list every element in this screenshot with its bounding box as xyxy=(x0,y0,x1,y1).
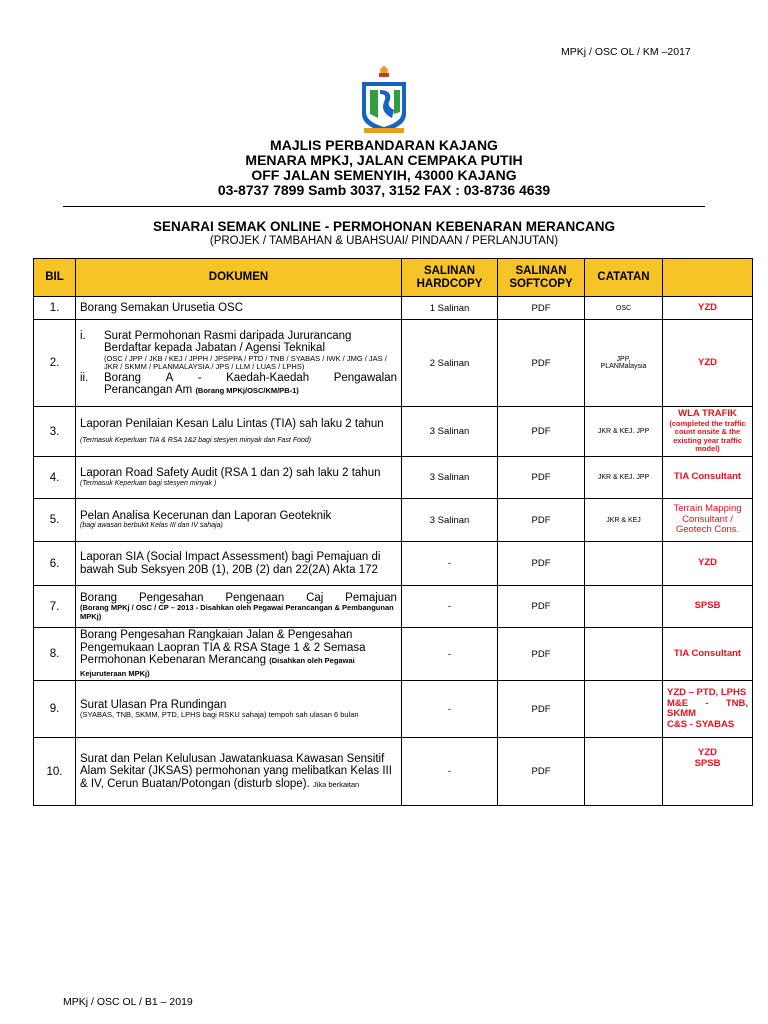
table-row xyxy=(34,407,753,457)
document-name xyxy=(76,499,402,542)
catatan-value xyxy=(585,542,663,586)
hardcopy-value: - xyxy=(402,542,498,586)
catatan-value xyxy=(585,320,663,407)
council-name: MAJLIS PERBANDARAN KAJANG xyxy=(270,137,498,153)
softcopy-value: PDF xyxy=(498,586,585,628)
document-subtitle: (PROJEK / TAMBAHAN & UBAHSUAI/ PINDAAN / PERLANJUTAN) xyxy=(209,235,559,247)
document-note: Jika berkaitan xyxy=(312,779,360,789)
catatan-line: JPP, xyxy=(616,356,631,363)
softcopy-value: PDF xyxy=(498,738,585,806)
document-name xyxy=(76,586,402,628)
checklist-table xyxy=(33,258,753,806)
header-dokumen: DOKUMEN xyxy=(76,259,402,297)
softcopy-value: PDF xyxy=(498,457,585,499)
header-bil: BIL xyxy=(34,259,76,297)
document-name: Laporan SIA (Social Impact Assessment) bagi Pemajuan di bawah Sub Seksyen 20B (1), 20B (2) dan 22(2A) Akta 172 xyxy=(76,542,402,586)
document-reference-bottom: MPKj / OSC OL / B1 – 2019 xyxy=(63,996,193,1008)
document-name: Borang Semakan Urusetia OSC xyxy=(76,297,402,320)
council-address-line-2: OFF JALAN SEMENYIH, 43000 KAJANG xyxy=(251,167,517,183)
responsible-note xyxy=(663,407,753,457)
hardcopy-value: 3 Salinan xyxy=(402,407,498,457)
catatan-value: JKR & KEJ. JPP xyxy=(585,457,663,499)
row-number: 3. xyxy=(34,407,76,457)
table-row xyxy=(34,320,753,407)
responsible-note: Terrain Mapping Consultant / Geotech Cons. xyxy=(663,499,753,542)
form-reference: (Borang MPKj/OSC/KM/PB-1) xyxy=(195,386,299,395)
word: A xyxy=(165,371,174,384)
softcopy-value: PDF xyxy=(498,297,585,320)
responsible-note: YZD xyxy=(663,320,753,407)
table-row xyxy=(34,542,753,586)
header-hardcopy: SALINAN HARDCOPY xyxy=(402,259,498,297)
document-note: (Disahkan oleh Pegawai Kejuruteraan MPKj) xyxy=(80,656,355,678)
row-number: 7. xyxy=(34,586,76,628)
council-contact: 03-8737 7899 Samb 3037, 3152 FAX : 03-8736 4639 xyxy=(217,182,551,198)
header-divider xyxy=(63,206,705,207)
catatan-value xyxy=(585,586,663,628)
hardcopy-value: - xyxy=(402,681,498,738)
document-name xyxy=(76,628,402,681)
word: Pemajuan xyxy=(345,591,397,604)
table-row xyxy=(34,586,753,628)
hardcopy-value: 3 Salinan xyxy=(402,499,498,542)
word: M&E xyxy=(667,697,689,709)
mpkj-crest-logo xyxy=(356,62,412,136)
document-note: (bagi awasan berbukit Kelas III dan IV sahaja) xyxy=(80,522,223,529)
council-address-line-1: MENARA MPKJ, JALAN CEMPAKA PUTIH xyxy=(245,152,523,168)
document-note: (SYABAS, TNB, SKMM, PTD, LPHS bagi RSKU sahaja) tempoh sah ulasan 6 bulan xyxy=(80,710,359,719)
document-note: (Borang MPKj / OSC / CP – 2013 - Disahkan oleh Pegawai Perancangan & Pembangunan MPKj) xyxy=(80,603,394,621)
table-row xyxy=(34,457,753,499)
table-row xyxy=(34,681,753,738)
document-name xyxy=(76,407,402,457)
word: TNB, xyxy=(725,697,748,709)
row-number: 10. xyxy=(34,738,76,806)
document-name xyxy=(76,681,402,738)
row-number: 2. xyxy=(34,320,76,407)
document-text: Laporan Penilaian Kesan Lalu Lintas (TIA) sah laku 2 tahun xyxy=(80,417,384,430)
softcopy-value: PDF xyxy=(498,542,585,586)
document-note: (Termasuk Keperluan TIA & RSA 1&2 bagi stesyen minyak dan Fast Food) xyxy=(80,437,312,444)
item-marker: i. xyxy=(80,329,86,342)
catatan-value: OSC xyxy=(585,297,663,320)
item-text: Surat Permohonan Rasmi daripada Jururancang Berdaftar kepada Jabatan / Agensi Teknikal xyxy=(104,329,352,354)
row-number: 9. xyxy=(34,681,76,738)
document-text: Pelan Analisa Kecerunan dan Laporan Geoteknik xyxy=(80,509,332,522)
council-header xyxy=(0,138,768,198)
responsible-note xyxy=(663,738,753,806)
document-text: Surat dan Pelan Kelulusan Jawatankuasa Kawasan Sensitif Alam Sekitar (JKSAS) permohonan yang melibatkan Kelas III & IV, Cerun Buatan/Potongan (disturb slope). xyxy=(80,752,392,790)
catatan-value xyxy=(585,681,663,738)
softcopy-value: PDF xyxy=(498,407,585,457)
agency-list: (OSC / JPP / JKB / KEJ / JPPH / JPSPPA / PTD / TNB / SYABAS / IWK / JMG / JAS / JKR / SKMM / PLANMALAYSIA / JPS / LLM / LUAS / LPHS) xyxy=(104,353,387,371)
document-reference-top: MPKj / OSC OL / KM –2017 xyxy=(561,46,691,58)
table-header-row xyxy=(34,259,753,297)
document-text: Borang Pengesahan Rangkaian Jalan & Pengesahan Pengemukaan Laopran TIA & RSA Stage 1 & 2 Semasa Permohonan Kebenaran Merancang xyxy=(80,629,366,666)
item-text xyxy=(104,372,397,385)
note-line: SKMM xyxy=(667,708,697,719)
softcopy-value: PDF xyxy=(498,628,585,681)
hardcopy-value: 3 Salinan xyxy=(402,457,498,499)
note-line: (completed the traffic count onsite & the existing year traffic model) xyxy=(669,418,746,454)
softcopy-value: PDF xyxy=(498,681,585,738)
header-extra xyxy=(663,259,753,297)
note-line: SPSB xyxy=(694,757,721,769)
word: Pengenaan xyxy=(225,591,285,604)
catatan-value xyxy=(585,628,663,681)
row-number: 8. xyxy=(34,628,76,681)
word: - xyxy=(197,371,202,384)
row-number: 5. xyxy=(34,499,76,542)
header-catatan: CATATAN xyxy=(585,259,663,297)
hardcopy-value: 2 Salinan xyxy=(402,320,498,407)
hardcopy-value: - xyxy=(402,738,498,806)
document-note: (Termasuk Keperluan bagi stesyen minyak ) xyxy=(80,479,217,487)
document-text: Surat Ulasan Pra Rundingan xyxy=(80,698,227,711)
item-text-cont: Perancangan Am xyxy=(104,384,193,396)
header-softcopy: SALINAN SOFTCOPY xyxy=(498,259,585,297)
responsible-note: SPSB xyxy=(663,586,753,628)
word: Pengawalan xyxy=(333,371,397,384)
hardcopy-value: - xyxy=(402,586,498,628)
row-number: 6. xyxy=(34,542,76,586)
row-number: 4. xyxy=(34,457,76,499)
softcopy-value: PDF xyxy=(498,499,585,542)
word: Caj xyxy=(306,591,324,604)
word: - xyxy=(705,697,709,709)
softcopy-value: PDF xyxy=(498,320,585,407)
catatan-value xyxy=(585,738,663,806)
word: Borang xyxy=(104,371,142,384)
responsible-note: TIA Consultant xyxy=(663,457,753,499)
row-number: 1. xyxy=(34,297,76,320)
table-row xyxy=(34,738,753,806)
document-name xyxy=(76,457,402,499)
responsible-note: YZD xyxy=(663,297,753,320)
catatan-line: PLANMalaysia xyxy=(600,363,647,370)
word: Borang xyxy=(80,591,118,604)
document-title: SENARAI SEMAK ONLINE - PERMOHONAN KEBENARAN MERANCANG xyxy=(152,219,615,234)
catatan-value: JKR & KEJ. JPP xyxy=(585,407,663,457)
document-name xyxy=(76,738,402,806)
catatan-value: JKR & KEJ xyxy=(585,499,663,542)
responsible-note: YZD xyxy=(663,542,753,586)
note-line: YZD – PTD, LPHS xyxy=(667,687,747,698)
hardcopy-value: - xyxy=(402,628,498,681)
table-row xyxy=(34,297,753,320)
responsible-note xyxy=(663,681,753,738)
item-marker: ii. xyxy=(80,371,89,384)
table-row xyxy=(34,499,753,542)
document-name xyxy=(76,320,402,407)
document-text: Laporan Road Safety Audit (RSA 1 dan 2) sah laku 2 tahun xyxy=(80,467,381,479)
hardcopy-value: 1 Salinan xyxy=(402,297,498,320)
note-line: WLA TRAFIK xyxy=(678,408,737,420)
note-line: C&S - SYABAS xyxy=(667,718,735,730)
note-line: YZD xyxy=(698,747,717,758)
responsible-note: TIA Consultant xyxy=(663,628,753,681)
word: Pengesahan xyxy=(138,591,204,604)
word: Kaedah-Kaedah xyxy=(226,371,310,384)
table-row xyxy=(34,628,753,681)
